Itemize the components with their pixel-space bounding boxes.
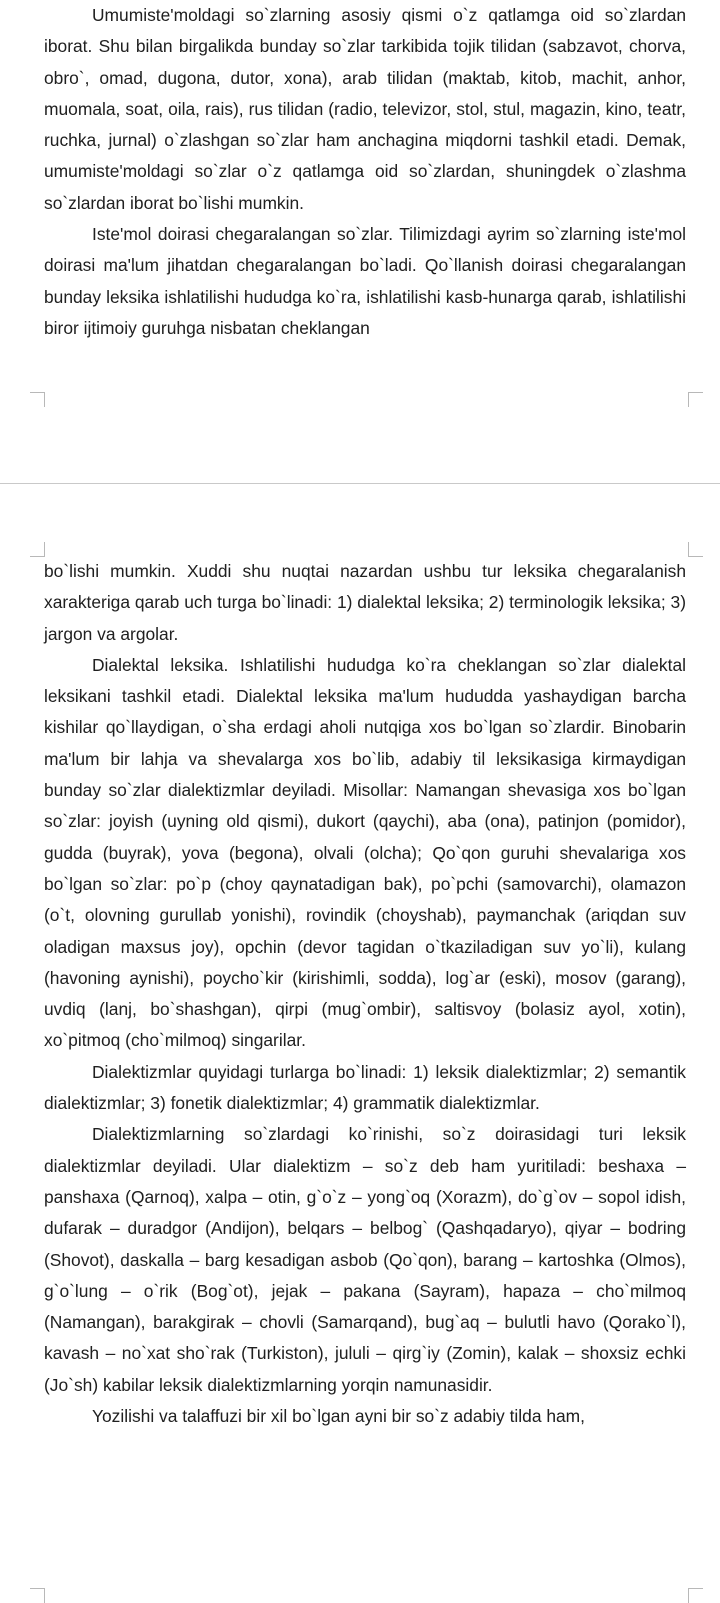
page-corner-mark xyxy=(688,542,703,557)
paragraph: Dialektizmlar quyidagi turlarga bo`linadi: 1) leksik dialektizmlar; 2) semantik dialektizmlar; 3) fonetik dialektizmlar; 4) grammatik dialektizmlar. xyxy=(44,1061,686,1114)
paragraph: Iste'mol doirasi chegaralangan so`zlar. Tilimizdagi ayrim so`zlarning iste'mol doirasi ma'lum jihatdan chegaralangan bo`ladi. Qo`llanish doirasi chegaralangan bunday leksika ishlatilishi hududga ko`ra, ishlatilishi kasb-hunarga qarab, ishlatilishi biror ijtimoiy guruhga nisbatan cheklangan xyxy=(44,224,686,338)
page-break-divider xyxy=(0,483,720,484)
page-2-body xyxy=(44,556,686,1432)
paragraph: Dialektizmlarning so`zlardagi ko`rinishi, so`z doirasidagi turi leksik dialektizmlar deyiladi. Ular dialektizm – so`z deb ham yuritiladi: beshaxa – panshaxa (Qarnoq), xalpa – otin, g`o`z – yong`oq (Xorazm), do`g`ov – sopol idish, dufarak – duradgor (Andijon), belqars – belbog` (Qashqadaryo), qiyar – bodring (Shovot), daskalla – barg kesadigan asbob (Qo`qon), barang – kartoshka (Olmos), g`o`lung – o`rik (Bog`ot), jejak – pakana (Sayram), hapaza – cho`milmoq (Namangan), barakgirak – chovli (Samarqand), bug`aq – bulutli havo (Qorako`l), kavash – no`xat sho`rak (Turkiston), jululi – qirg`iy (Zomin), kalak – shoxsiz echki (Jo`sh) kabilar leksik dialektizmlarning yorqin namunasidir. xyxy=(44,1124,686,1395)
page-corner-mark xyxy=(30,1588,45,1603)
paragraph: bo`lishi mumkin. Xuddi shu nuqtai nazardan ushbu tur leksika chegaralanish xarakteriga qarab uch turga bo`linadi: 1) dialektal leksika; 2) terminologik leksika; 3) jargon va argolar. xyxy=(44,561,686,644)
page-corner-mark xyxy=(30,392,45,407)
paragraph: Yozilishi va talaffuzi bir xil bo`lgan ayni bir so`z adabiy tilda ham, xyxy=(92,1406,585,1427)
page-corner-mark xyxy=(688,392,703,407)
page-corner-mark xyxy=(30,542,45,557)
paragraph: Dialektal leksika. Ishlatilishi hududga ko`ra cheklangan so`zlar dialektal leksikani tashkil etadi. Dialektal leksika ma'lum hududda yashaydigan barcha kishilar qo`llaydigan, o`sha erdagi aholi nutqiga xos bo`lgan so`zlardir. Binobarin ma'lum bir lahja va shevalarga xos bo`lib, adabiy til leksikasiga kirmaydigan bunday so`zlar dialektizmlar deyiladi. Misollar: Namangan shevasiga xos bo`lgan so`zlar: joyish (uyning old qismi), dukort (qaychi), aba (ona), patinjon (pomidor), gudda (buyrak), yova (begona), olvali (olcha); Qo`qon guruhi shevalariga xos bo`lgan so`zlar: po`p (choy qaynatadigan bak), po`pchi (samovarchi), olamazon (o`t, olovning gurullab yonishi), rovindik (choyshab), paymanchak (ariqdan suv oladigan maxsus joy), opchin (devor tagidan o`tkaziladigan suv yo`li), kulang (havoning aynishi), poycho`kir (kirishimli, sodda), log`ar (eski), mosov (garang), uvdiq (lanj, bo`shashgan), qirpi (mug`ombir), saltisvoy (bolasiz ayol, xotin), xo`pitmoq (cho`milmoq) singarilar. xyxy=(44,654,686,1051)
document-page-2 xyxy=(0,550,720,1600)
page-corner-mark xyxy=(688,1588,703,1603)
paragraph: Umumiste'moldagi so`zlarning asosiy qismi o`z qatlamga oid so`zlardan iborat. Shu bilan birgalikda bunday so`zlar tarkibida tojik tilidan (sabzavot, chorva, obro`, omad, dugona, dutor, xona), arab tilidan (maktab, kitob, machit, anhor, muomala, soat, oila, rais), rus tilidan (radio, televizor, stol, stul, magazin, kino, teatr, ruchka, jurnal) o`zlashgan so`zlar ham anchagina miqdorni tashkil etadi. Demak, umumiste'moldagi so`zlar o`z qatlamga oid so`zlardan, shuningdek o`zlashma so`zlardan iborat bo`lishi mumkin. xyxy=(44,5,686,213)
document-page-1 xyxy=(0,0,720,450)
page-1-body xyxy=(44,0,686,344)
